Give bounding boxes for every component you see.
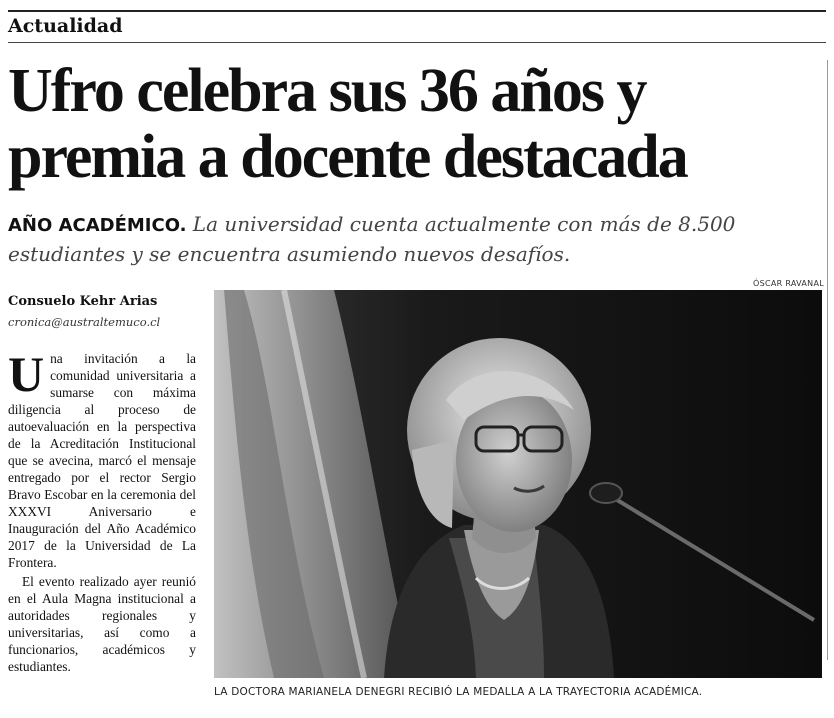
headline — [8, 58, 818, 190]
photo-illustration — [214, 290, 822, 678]
deck-kicker: AÑO ACADÉMICO. — [8, 215, 187, 236]
headline-line-2: premia a docente destacada — [8, 123, 687, 191]
section-label: Actualidad — [8, 15, 123, 37]
section-header — [8, 10, 826, 43]
article-body — [8, 346, 196, 675]
headline-line-1: Ufro celebra sus 36 años y — [8, 57, 646, 125]
photo-caption: LA DOCTORA MARIANELA DENEGRI RECIBIÓ LA MEDALLA A LA TRAYECTORIA ACADÉMICA. — [214, 686, 703, 698]
byline-author: Consuelo Kehr Arias — [8, 294, 158, 309]
column-rule — [827, 60, 828, 660]
paragraph-1-text: na invitación a la comunidad universitaria a sumarse con máxima diligencia al proceso de autoevaluación en la perspectiva de la Acreditación Institucional que se avecina, marcó el mensaje entregado por el rector Sergio Bravo Escobar en la ceremonia del XXXVI Aniversario e Inauguración del Año Académico 2017 de la Universidad de La Frontera. — [8, 351, 196, 570]
article-paragraph-2: El evento realizado ayer reunió en el Aula Magna institucional a autoridades regionales y universitarias, así como a funcionarios, académicos y estudiantes. — [8, 574, 196, 674]
drop-cap: U — [8, 346, 45, 402]
byline-email[interactable]: cronica@australtemuco.cl — [8, 315, 161, 329]
deck-text: La universidad cuenta actualmente con más de 8.500 estudiantes y se encuentra asumiendo nuevos desafíos. — [8, 212, 736, 266]
deck — [8, 210, 808, 269]
photo-credit: ÓSCAR RAVANAL — [753, 279, 824, 288]
article-photo — [214, 290, 822, 678]
article-paragraph-1 — [8, 346, 196, 571]
